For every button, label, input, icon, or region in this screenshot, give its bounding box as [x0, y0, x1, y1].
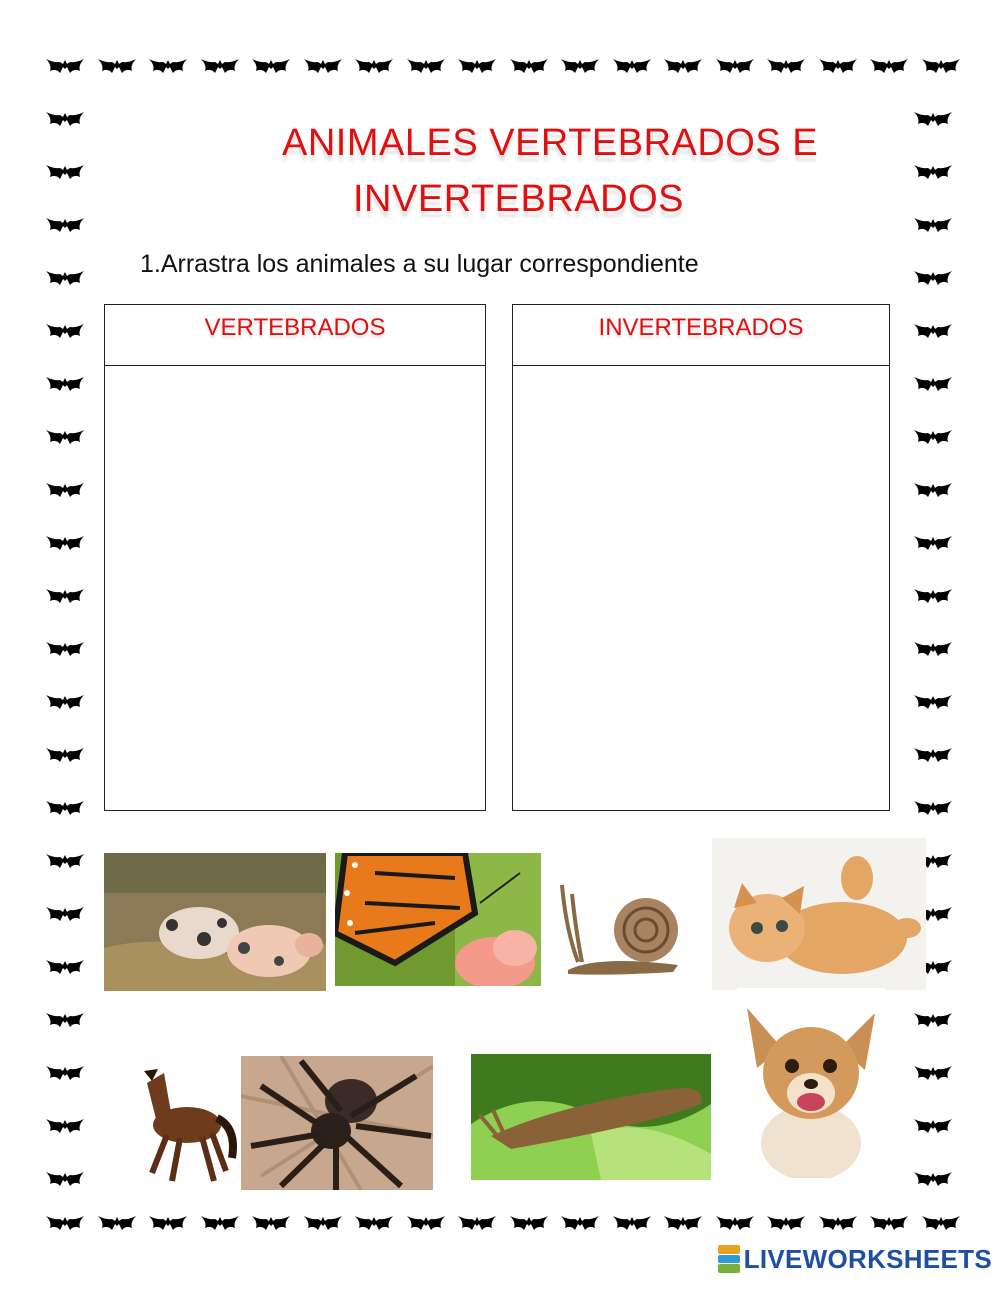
bat-icon: [44, 55, 86, 79]
bat-icon: [912, 797, 954, 821]
horse-card[interactable]: [122, 1063, 239, 1190]
bat-icon: [920, 1212, 962, 1236]
bat-icon: [44, 585, 86, 609]
instruction-text: 1.Arrastra los animales a su lugar correspondiente: [140, 250, 699, 278]
bat-icon: [44, 1062, 86, 1086]
bat-icon: [912, 1168, 954, 1192]
bat-icon: [662, 55, 704, 79]
bat-icon: [147, 55, 189, 79]
bat-icon: [44, 214, 86, 238]
snail-card[interactable]: [558, 870, 683, 978]
bat-icon: [912, 108, 954, 132]
liveworksheets-logo-icon: [718, 1245, 740, 1273]
bat-icon: [44, 691, 86, 715]
bat-icon: [662, 1212, 704, 1236]
bat-icon: [508, 55, 550, 79]
spider-card[interactable]: [241, 1056, 433, 1190]
bat-icon: [456, 1212, 498, 1236]
bat-icon: [44, 320, 86, 344]
bat-icon: [44, 1168, 86, 1192]
bat-icon: [765, 55, 807, 79]
bat-icon: [912, 267, 954, 291]
bat-icon: [817, 1212, 859, 1236]
bat-icon: [302, 1212, 344, 1236]
slug-card[interactable]: [471, 1054, 711, 1180]
bat-icon: [250, 55, 292, 79]
drop-zone-header-invertebrados: INVERTEBRADOS: [513, 305, 889, 366]
bat-icon: [44, 744, 86, 768]
pigs-photo-icon: [104, 853, 326, 991]
drop-zone-invertebrados[interactable]: [512, 304, 890, 811]
bat-icon: [44, 797, 86, 821]
bat-icon: [44, 267, 86, 291]
liveworksheets-brand[interactable]: [718, 1243, 992, 1275]
drop-zone-vertebrados[interactable]: [104, 304, 486, 811]
bat-icon: [611, 55, 653, 79]
bat-icon: [456, 55, 498, 79]
bat-icon: [912, 1115, 954, 1139]
bat-icon: [405, 55, 447, 79]
bat-icon: [912, 320, 954, 344]
slug-photo-icon: [471, 1054, 711, 1180]
brand-name: LIVEWORKSHEETS: [743, 1243, 992, 1274]
bat-icon: [765, 1212, 807, 1236]
bat-icon: [405, 1212, 447, 1236]
bat-icon: [912, 744, 954, 768]
spider-photo-icon: [241, 1056, 433, 1190]
bat-icon: [912, 161, 954, 185]
bat-icon: [912, 479, 954, 503]
bat-icon: [199, 1212, 241, 1236]
bat-icon: [868, 55, 910, 79]
bat-icon: [199, 55, 241, 79]
bat-icon: [912, 1009, 954, 1033]
bat-icon: [912, 691, 954, 715]
bat-icon: [44, 532, 86, 556]
bat-icon: [96, 1212, 138, 1236]
bat-icon: [714, 55, 756, 79]
bat-icon: [44, 373, 86, 397]
bat-icon: [44, 1009, 86, 1033]
chihuahua-card[interactable]: [737, 988, 885, 1178]
bat-icon: [353, 1212, 395, 1236]
bat-icon: [868, 1212, 910, 1236]
bat-icon: [96, 55, 138, 79]
chihuahua-photo-icon: [737, 988, 885, 1178]
bat-icon: [912, 532, 954, 556]
bat-icon: [912, 585, 954, 609]
bat-icon: [611, 1212, 653, 1236]
bat-icon: [559, 55, 601, 79]
bat-icon: [44, 161, 86, 185]
bat-icon: [44, 850, 86, 874]
bat-icon: [817, 55, 859, 79]
bat-icon: [353, 55, 395, 79]
pigs-card[interactable]: [104, 853, 326, 991]
drop-zone-header-vertebrados: VERTEBRADOS: [105, 305, 485, 366]
bat-icon: [559, 1212, 601, 1236]
butterfly-photo-icon: [335, 853, 541, 986]
bat-icon: [44, 638, 86, 662]
horse-photo-icon: [122, 1063, 239, 1190]
bat-icon: [44, 1115, 86, 1139]
bat-icon: [912, 426, 954, 450]
kitten-photo-icon: [712, 838, 926, 990]
bat-icon: [508, 1212, 550, 1236]
worksheet-title-line2: INVERTEBRADOS: [353, 178, 684, 220]
bat-icon: [44, 903, 86, 927]
bat-icon: [44, 956, 86, 980]
worksheet-title-line1: ANIMALES VERTEBRADOS E: [282, 122, 819, 164]
bat-icon: [44, 1212, 86, 1236]
bat-icon: [302, 55, 344, 79]
bat-icon: [912, 214, 954, 238]
snail-photo-icon: [558, 870, 683, 978]
bat-icon: [147, 1212, 189, 1236]
bat-icon: [44, 108, 86, 132]
butterfly-card[interactable]: [335, 853, 541, 986]
bat-icon: [44, 426, 86, 450]
bat-icon: [250, 1212, 292, 1236]
bat-icon: [912, 373, 954, 397]
bat-icon: [912, 1062, 954, 1086]
bat-icon: [912, 638, 954, 662]
kitten-card[interactable]: [712, 838, 926, 990]
bat-icon: [714, 1212, 756, 1236]
bat-icon: [44, 479, 86, 503]
bat-icon: [920, 55, 962, 79]
